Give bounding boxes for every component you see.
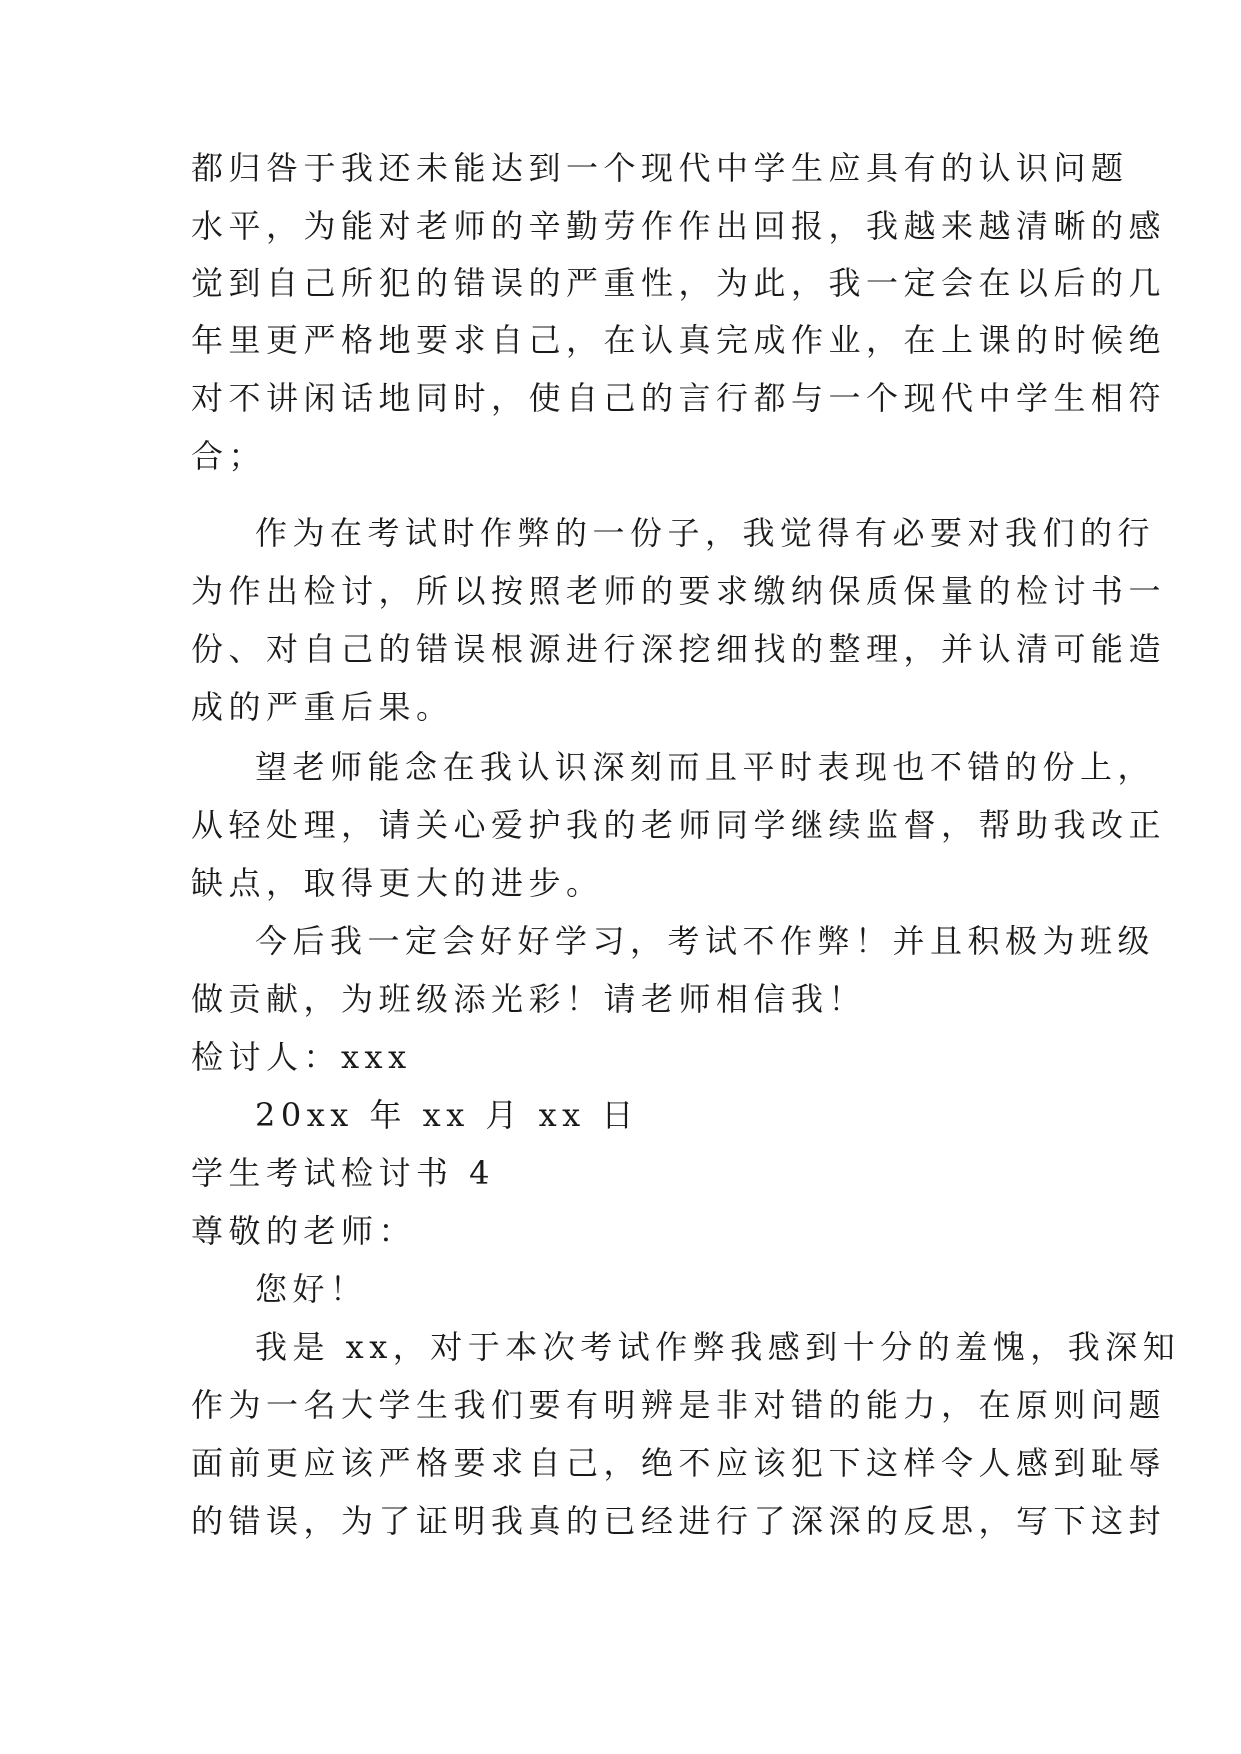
text-line: 都归咎于我还未能达到一个现代中学生应具有的认识问题 [191,149,1129,187]
text-line: 份、对自己的错误根源进行深挖细找的整理，并认清可能造 [191,630,1167,668]
text-line: 年里更严格地要求自己，在认真完成作业，在上课的时候绝 [191,321,1167,359]
text-line: 觉到自己所犯的错误的严重性，为此，我一定会在以后的几 [191,264,1167,302]
text-line: 为作出检讨，所以按照老师的要求缴纳保质保量的检讨书一 [191,572,1167,610]
text-line: 对不讲闲话地同时，使自己的言行都与一个现代中学生相符 [191,379,1167,417]
text-line: 水平，为能对老师的辛勤劳作作出回报，我越来越清晰的感 [191,207,1167,245]
salutation: 尊敬的老师： [191,1212,417,1250]
text-line: 成的严重后果。 [191,688,454,726]
text-line: 缺点，取得更大的进步。 [191,864,604,902]
text-line: 从轻处理，请关心爱护我的老师同学继续监督，帮助我改正 [191,806,1167,844]
text-line: 做贡献，为班级添光彩！请老师相信我！ [191,980,867,1018]
greeting: 您好！ [255,1270,368,1308]
text-line: 作为一名大学生我们要有明辨是非对错的能力，在原则问题 [191,1386,1167,1424]
paragraph-first-line: 作为在考试时作弊的一份子，我觉得有必要对我们的行 [255,514,1156,552]
section-title: 学生考试检讨书 4 [191,1154,496,1192]
paragraph-first-line: 望老师能念在我认识深刻而且平时表现也不错的份上， [255,748,1156,786]
text-line: 面前更应该严格要求自己，绝不应该犯下这样令人感到耻辱 [191,1444,1167,1482]
paragraph-first-line: 今后我一定会好好学习，考试不作弊！并且积极为班级 [255,922,1156,960]
text-line: 合； [191,437,267,475]
signature-line: 检讨人：xxx [191,1038,412,1076]
date-line: 20xx 年 xx 月 xx 日 [255,1096,639,1134]
text-line: 的错误，为了证明我真的已经进行了深深的反思，写下这封 [191,1502,1167,1540]
paragraph-first-line: 我是 xx，对于本次考试作弊我感到十分的羞愧，我深知 [255,1328,1181,1366]
